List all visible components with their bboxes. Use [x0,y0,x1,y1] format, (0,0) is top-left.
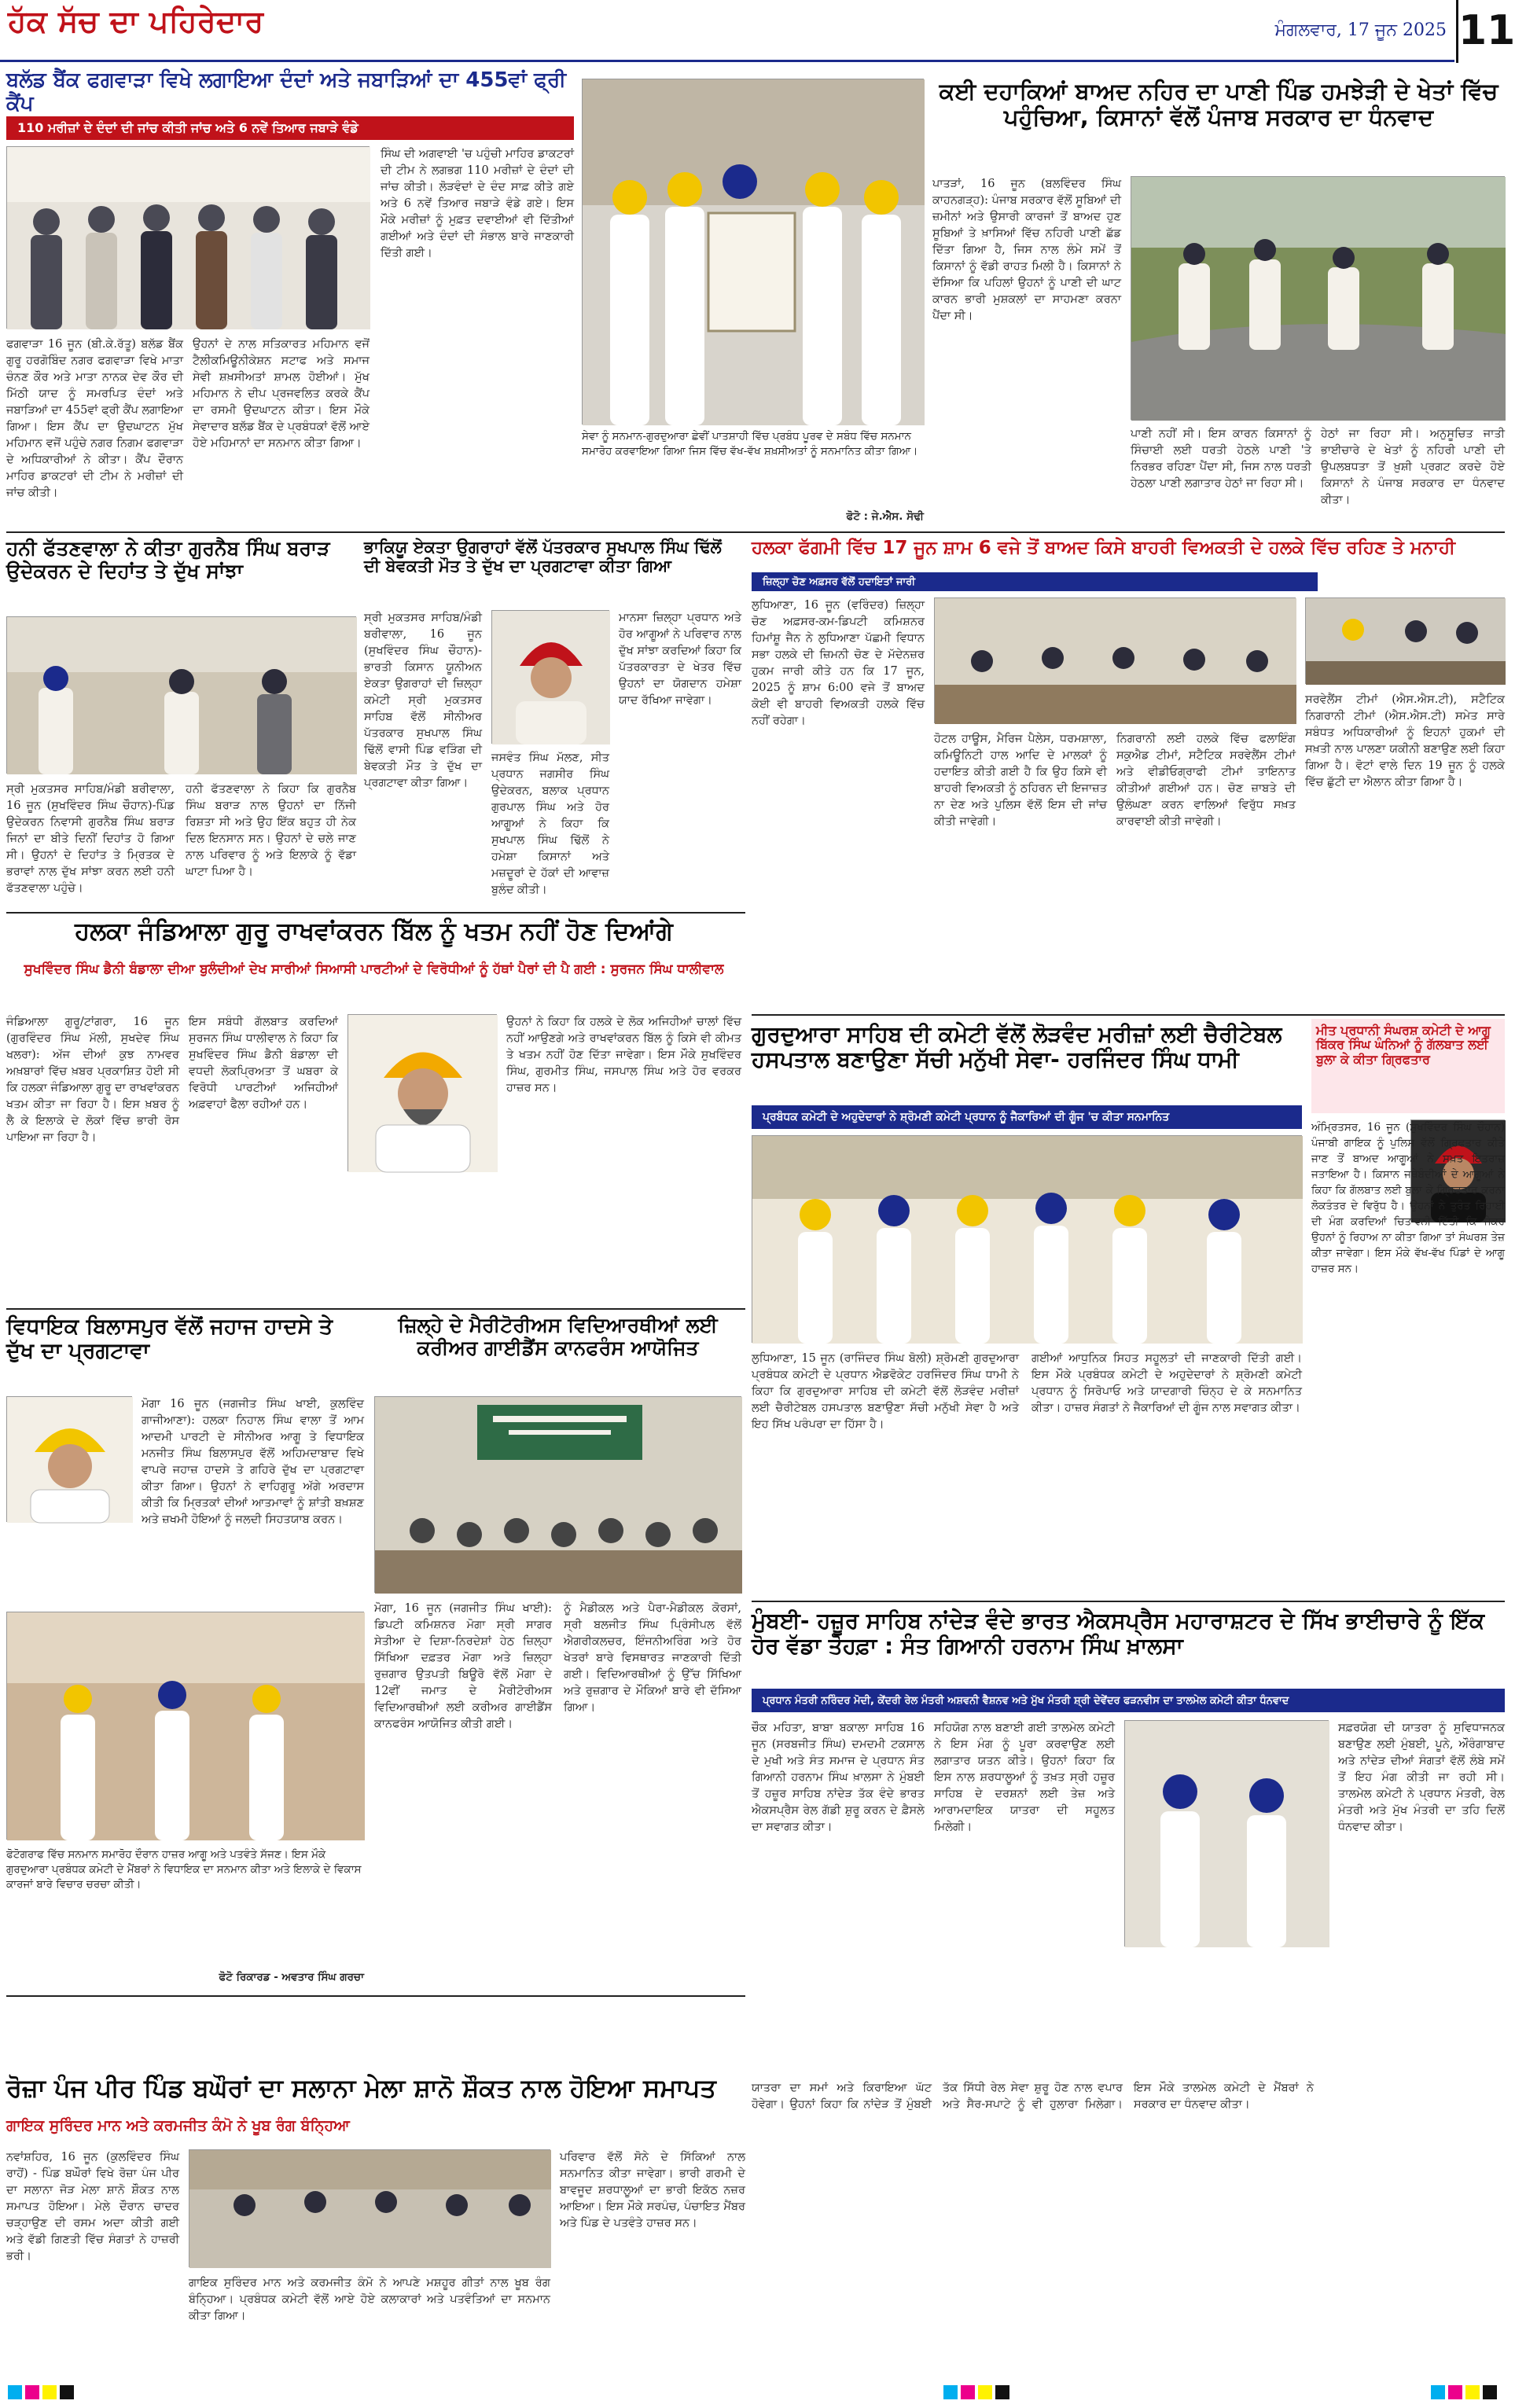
photo-bilaspur [6,1612,364,1840]
photo-caption: ਫੋਟੋਗਰਾਫ ਵਿੱਚ ਸਨਮਾਨ ਸਮਾਰੋਹ ਦੌਰਾਨ ਹਾਜ਼ਰ ਆਗੂ ਅਤੇ ਪਤਵੰਤੇ ਸੱਜਣ। ਇਸ ਮੌਕੇ ਗੁਰਦੁਆਰਾ ਪ੍ਰਬੰਧਕ ਕਮੇਟੀ ਦੇ ਮੈਂਬਰਾਂ ਨੇ ਵਿਧਾਇਕ ਦਾ ਸਨਮਾਨ ਕੀਤਾ ਅਤੇ ਇਲਾਕੇ ਦੇ ਵਿਕਾਸ ਕਾਰਜਾਂ ਬਾਰੇ ਵਿਚਾਰ ਚਰਚਾ ਕੀਤੀ। [6,1848,362,1891]
photo-mla [6,1396,132,1522]
color-registration-strip [0,2379,1509,2405]
subhead-band: ਜ਼ਿਲ੍ਹਾ ਚੋਣ ਅਫ਼ਸਰ ਵੱਲੋਂ ਹਦਾਇਤਾਂ ਜਾਰੀ [752,572,1318,591]
col-c: ਮਾਨਸਾ ਜ਼ਿਲ੍ਹਾ ਪ੍ਰਧਾਨ ਅਤੇ ਹੋਰ ਆਗੂਆਂ ਨੇ ਪਰਿਵਾਰ ਨਾਲ ਦੁੱਖ ਸਾਂਝਾ ਕਰਦਿਆਂ ਕਿਹਾ ਕਿ ਪੱਤਰਕਾਰਤਾ ਦੇ ਖੇਤਰ ਵਿੱਚ ਉਹਨਾਂ ਦਾ ਯੋਗਦਾਨ ਹਮੇਸ਼ਾ ਯਾਦ ਰੱਖਿਆ ਜਾਵੇਗਾ। [619,612,741,707]
article-reservation-bill [6,918,741,1303]
portrait [7,1397,133,1523]
headline: ਹਲਕਾ ਜੰਡਿਆਲਾ ਗੁਰੂ ਰਾਖਵਾਂਕਰਨ ਬਿੱਲ ਨੂੰ ਖਤਮ ਨਹੀਂ ਹੋਣ ਦਿਆਂਗੇ [75,917,673,946]
col-a: ਜੰਡਿਆਲਾ ਗੁਰੂ/ਟਾਂਗਰਾ, 16 ਜੂਨ (ਗੁਰਵਿੰਦਰ ਸਿੰਘ ਮੱਲੀ, ਸੁਖਦੇਵ ਸਿੰਘ ਖਲਰਾ): ਅੱਜ ਦੀਆਂ ਕੁਝ ਨਾਮਵਰ ਅਖ਼ਬਾਰਾਂ ਵਿੱਚ ਖ਼ਬਰ ਪ੍ਰਕਾਸ਼ਿਤ ਹੋਈ ਸੀ ਕਿ ਹਲਕਾ ਜੰਡਿਆਲਾ ਗੁਰੂ ਦਾ ਰਾਖਵਾਂਕਰਨ ਖਤਮ ਕੀਤਾ ਜਾ ਰਿਹਾ ਹੈ। ਇਸ ਖ਼ਬਰ ਨੂੰ ਲੈ ਕੇ ਇਲਾਕੇ ਦੇ ਲੋਕਾਂ ਵਿੱਚ ਭਾਰੀ ਰੋਸ ਪਾਇਆ ਜਾ ਰਿਹਾ ਹੈ। [6,1016,179,1144]
col-b: ਹੋਟਲ ਹਾਊਸ, ਮੈਰਿਜ ਪੈਲੇਸ, ਧਰਮਸ਼ਾਲਾ, ਕਮਿਊਨਿਟੀ ਹਾਲ ਆਦਿ ਦੇ ਮਾਲਕਾਂ ਨੂੰ ਹਦਾਇਤ ਕੀਤੀ ਗਈ ਹੈ ਕਿ ਉਹ ਕਿਸੇ ਵੀ ਬਾਹਰੀ ਵਿਅਕਤੀ ਨੂੰ ਠਹਿਰਨ ਦੀ ਇਜਾਜ਼ਤ ਨਾ ਦੇਣ ਅਤੇ ਪੁਲਿਸ ਵੱਲੋਂ ਇਸ ਦੀ ਜਾਂਚ ਕੀਤੀ ਜਾਵੇਗੀ। [934,733,1107,828]
official-photo [1306,598,1506,685]
vande-col-d: ਯਾਤਰਾ ਦਾ ਸਮਾਂ ਅਤੇ ਕਿਰਾਇਆ ਘੱਟ ਹੋਵੇਗਾ। ਉਹਨਾਂ ਕਿਹਾ ਕਿ ਨਾਂਦੇੜ ਤੋਂ ਮੁੰਬਈ ਤੱਕ ਸਿੱਧੀ ਰੇਲ ਸੇਵਾ ਸ਼ੁਰੂ ਹੋਣ ਨਾਲ ਵਪਾਰ ਅਤੇ ਸੈਰ-ਸਪਾਟੇ ਨੂੰ ਵੀ ਹੁਲਾਰਾ ਮਿਲੇਗਾ। ਇਸ ਮੌਕੇ ਤਾਲਮੇਲ ਕਮੇਟੀ ਦੇ ਮੈਂਬਰਾਂ ਨੇ ਸਰਕਾਰ ਦਾ ਧੰਨਵਾਦ ਕੀਤਾ। [752,2082,1314,2111]
photo-sant [1124,1720,1329,1947]
col-a: ਚੌਕ ਮਹਿਤਾ, ਬਾਬਾ ਬਕਾਲਾ ਸਾਹਿਬ 16 ਜੂਨ (ਸਰਬਜੀਤ ਸਿੰਘ) ਦਮਦਮੀ ਟਕਸਾਲ ਦੇ ਮੁਖੀ ਅਤੇ ਸੰਤ ਸਮਾਜ ਦੇ ਪ੍ਰਧਾਨ ਸੰਤ ਗਿਆਨੀ ਹਰਨਾਮ ਸਿੰਘ ਖ਼ਾਲਸਾ ਨੇ ਮੁੰਬਈ ਤੋਂ ਹਜ਼ੂਰ ਸਾਹਿਬ ਨਾਂਦੇੜ ਤੱਕ ਵੰਦੇ ਭਾਰਤ ਐਕਸਪ੍ਰੈਸ ਰੇਲ ਗੱਡੀ ਸ਼ੁਰੂ ਕਰਨ ਦੇ ਫ਼ੈਸਲੇ ਦਾ ਸਵਾਗਤ ਕੀਤਾ। [752,1722,925,1833]
meeting-photo [935,598,1296,724]
masthead [0,0,1515,63]
photo-conference [374,1396,741,1593]
article-journalist [364,538,741,907]
row-rule-3 [6,1308,745,1310]
subhead-band: ਪ੍ਰਬੰਧਕ ਕਮੇਟੀ ਦੇ ਅਹੁਦੇਦਾਰਾਂ ਨੇ ਸ਼੍ਰੋਮਣੀ ਕਮੇਟੀ ਪ੍ਰਧਾਨ ਨੂੰ ਜੈਕਾਰਿਆਂ ਦੀ ਗੂੰਜ 'ਚ ਕੀਤਾ ਸਨਮਾਨਿਤ [752,1105,1302,1129]
col-b: ਇਸ ਸਬੰਧੀ ਗੱਲਬਾਤ ਕਰਦਿਆਂ ਸੁਰਜਨ ਸਿੰਘ ਧਾਲੀਵਾਲ ਨੇ ਕਿਹਾ ਕਿ ਸੁਖਵਿੰਦਰ ਸਿੰਘ ਡੈਨੀ ਬੰਡਾਲਾ ਦੀ ਵਧਦੀ ਲੋਕਪ੍ਰਿਅਤਾ ਤੋਂ ਘਬਰਾ ਕੇ ਵਿਰੋਧੀ ਪਾਰਟੀਆਂ ਅਜਿਹੀਆਂ ਅਫ਼ਵਾਹਾਂ ਫੈਲਾ ਰਹੀਆਂ ਹਨ। [189,1016,338,1111]
sant-photo [1125,1721,1329,1947]
row-rule-1 [6,531,1505,533]
col-c: ਉਹਨਾਂ ਨੇ ਕਿਹਾ ਕਿ ਹਲਕੇ ਦੇ ਲੋਕ ਅਜਿਹੀਆਂ ਚਾਲਾਂ ਵਿੱਚ ਨਹੀਂ ਆਉਣਗੇ ਅਤੇ ਰਾਖਵਾਂਕਰਨ ਬਿੱਲ ਨੂੰ ਕਿਸੇ ਵੀ ਕੀਮਤ ਤੇ ਖਤਮ ਨਹੀਂ ਹੋਣ ਦਿੱਤਾ ਜਾਵੇਗਾ। ਇਸ ਮੌਕੇ ਸੁਖਵਿੰਦਰ ਸਿੰਘ, ਗੁਰਮੀਤ ਸਿੰਘ, ਜਸਪਾਲ ਸਿੰਘ ਅਤੇ ਹੋਰ ਵਰਕਰ ਹਾਜ਼ਰ ਸਨ। [506,1016,741,1094]
honour-photo [583,79,925,425]
photo-leader [347,1014,497,1171]
headline: ਭਾਕਿਯੂ ਏਕਤਾ ਉਗਰਾਹਾਂ ਵੱਲੋਂ ਪੱਤਰਕਾਰ ਸੁਖਪਾਲ ਸਿੰਘ ਢਿੱਲੋਂ ਦੀ ਬੇਵਕਤੀ ਮੌਤ ਤੇ ਦੁੱਖ ਦਾ ਪ੍ਰਗਟਾਵਾ ਕੀਤਾ ਗਿਆ [364,538,722,576]
col-a: ਲੁਧਿਆਣਾ, 15 ਜੂਨ (ਰਾਜਿੰਦਰ ਸਿੰਘ ਬੋਲੀ) ਸ਼੍ਰੋਮਣੀ ਗੁਰਦੁਆਰਾ ਪ੍ਰਬੰਧਕ ਕਮੇਟੀ ਦੇ ਪ੍ਰਧਾਨ ਐਡਵੋਕੇਟ ਹਰਜਿੰਦਰ ਸਿੰਘ ਧਾਮੀ ਨੇ ਕਿਹਾ ਕਿ ਗੁਰਦੁਆਰਾ ਸਾਹਿਬ ਦੀ ਕਮੇਟੀ ਵੱਲੋਂ ਲੋੜਵੰਦ ਮਰੀਜ਼ਾਂ ਲਈ ਚੈਰੀਟੇਬਲ ਹਸਪਤਾਲ ਬਣਾਉਣਾ ਸੱਚੀ ਮਨੁੱਖੀ ਸੇਵਾ ਹੈ ਅਤੇ ਇਹ ਸਿੱਖ ਪਰੰਪਰਾ ਦਾ ਹਿੱਸਾ ਹੈ। [752,1352,1019,1431]
paper-name: ਹੱਕ ਸੱਚ ਦਾ ਪਹਿਰੇਦਾਰ [8,4,264,39]
col-b: ਜਸਵੰਤ ਸਿੰਘ ਮੱਲਣ, ਸੀਤ ਪ੍ਰਧਾਨ ਜਗਸੀਰ ਸਿੰਘ ਉਦੇਕਰਨ, ਬਲਾਕ ਪ੍ਰਧਾਨ ਗੁਰਪਾਲ ਸਿੰਘ ਅਤੇ ਹੋਰ ਆਗੂਆਂ ਨੇ ਕਿਹਾ ਕਿ ਸੁਖਪਾਲ ਸਿੰਘ ਢਿੱਲੋਂ ਨੇ ਹਮੇਸ਼ਾ ਕਿਸਾਨਾਂ ਅਤੇ ਮਜ਼ਦੂਰਾਂ ਦੇ ਹੱਕਾਂ ਦੀ ਆਵਾਜ਼ ਬੁਲੰਦ ਕੀਤੀ। [491,752,609,896]
col-c: ਪਰਿਵਾਰ ਵੱਲੋਂ ਸੋਨੇ ਦੇ ਸਿੱਕਿਆਂ ਨਾਲ ਸਨਮਾਨਿਤ ਕੀਤਾ ਜਾਵੇਗਾ। ਭਾਰੀ ਗਰਮੀ ਦੇ ਬਾਵਜੂਦ ਸ਼ਰਧਾਲੂਆਂ ਦਾ ਭਾਰੀ ਇਕੱਠ ਨਜ਼ਰ ਆਇਆ। ਇਸ ਮੌਕੇ ਸਰਪੰਚ, ਪੰਚਾਇਤ ਮੈਂਬਰ ਅਤੇ ਪਿੰਡ ਦੇ ਪਤਵੰਤੇ ਹਾਜ਼ਰ ਸਨ। [560,2151,745,2230]
farmers-photo [1131,177,1506,421]
col-a: ਸ੍ਰੀ ਮੁਕਤਸਰ ਸਾਹਿਬ/ਮੰਡੀ ਬਰੀਵਾਲਾ, 16 ਜੂਨ (ਸੁਖਵਿੰਦਰ ਸਿੰਘ ਚੌਹਾਨ)-ਭਾਰਤੀ ਕਿਸਾਨ ਯੂਨੀਅਨ ਏਕਤਾ ਉਗਰਾਹਾਂ ਦੀ ਜ਼ਿਲ੍ਹਾ ਕਮੇਟੀ ਸ੍ਰੀ ਮੁਕਤਸਰ ਸਾਹਿਬ ਵੱਲੋਂ ਸੀਨੀਅਰ ਪੱਤਰਕਾਰ ਸੁਖਪਾਲ ਸਿੰਘ ਢਿੱਲੋਂ ਵਾਸੀ ਪਿੰਡ ਵੜਿੰਗ ਦੀ ਬੇਵਕਤੀ ਮੌਤ ਤੇ ਦੁੱਖ ਦਾ ਪ੍ਰਗਟਾਵਾ ਕੀਤਾ ਗਿਆ। [364,612,482,789]
date-line: ਮੰਗਲਵਾਰ, 17 ਜੂਨ 2025 [1274,20,1447,40]
col-a: ਸ੍ਰੀ ਮੁਕਤਸਰ ਸਾਹਿਬ/ਮੰਡੀ ਬਰੀਵਾਲਾ, 16 ਜੂਨ (ਸੁਖਵਿੰਦਰ ਸਿੰਘ ਚੌਹਾਨ)-ਪਿੰਡ ਉਦੇਕਰਨ ਨਿਵਾਸੀ ਗੁਰਨੈਬ ਸਿੰਘ ਬਰਾੜ ਜਿਨਾਂ ਦਾ ਬੀਤੇ ਦਿਨੀਂ ਦਿਹਾਂਤ ਹੋ ਗਿਆ ਸੀ। ਉਹਨਾਂ ਦੇ ਦਿਹਾਂਤ ਤੇ ਮ੍ਰਿਤਕ ਦੇ ਭਰਾਵਾਂ ਨਾਲ ਦੁੱਖ ਸਾਂਝਾ ਕਰਨ ਲਈ ਹਨੀ ਫੱਤਣਵਾਲਾ ਪਹੁੰਚੇ। [6,783,175,895]
photo-hospital [752,1135,1302,1343]
photo-credit: ਫੋਟੋ ਰਿਕਾਰਡ - ਅਵਤਾਰ ਸਿੰਘ ਗਰਚਾ [219,1971,364,1983]
portrait [492,611,610,744]
headline: ਵਿਧਾਇਕ ਬਿਲਾਸਪੁਰ ਵੱਲੋਂ ਜਹਾਜ ਹਾਦਸੇ ਤੇ ਦੁੱਖ ਦਾ ਪ੍ਰਗਟਾਵਾ [6,1314,333,1364]
subhead: ਸੁਖਵਿੰਦਰ ਸਿੰਘ ਡੈਨੀ ਬੰਡਾਲਾ ਦੀਆ ਬੁਲੰਦੀਆਂ ਦੇਖ ਸਾਰੀਆਂ ਸਿਆਸੀ ਪਾਰਟੀਆਂ ਦੇ ਵਿਰੋਧੀਆਂ ਨੂੰ ਹੱਥਾਂ ਪੈਰਾਂ ਦੀ ਪੈ ਗਈ : ਸੁਰਜਨ ਸਿੰਘ ਧਾਲੀਵਾਲ [24,961,724,977]
article-gurnaib [6,538,356,907]
col-a: ਪਾਤੜਾਂ, 16 ਜੂਨ (ਬਲਵਿੰਦਰ ਸਿੰਘ ਕਾਹਨਗੜ੍ਹ): ਪੰਜਾਬ ਸਰਕਾਰ ਵੱਲੋਂ ਸੂਬਿਆਂ ਦੀ ਜ਼ਮੀਨਾਂ ਅਤੇ ਉਸਾਰੀ ਕਾਰਜਾਂ ਤੋਂ ਬਾਅਦ ਹੁਣ ਸੂਬਿਆਂ ਤੇ ਖ਼ਾਸਿਆਂ ਵਿੱਚ ਨਹਿਰੀ ਪਾਣੀ ਛੱਡ ਦਿੱਤਾ ਗਿਆ ਹੈ, ਜਿਸ ਨਾਲ ਲੰਮੇ ਸਮੇਂ ਤੋਂ ਕਿਸਾਨਾਂ ਨੂੰ ਵੱਡੀ ਰਾਹਤ ਮਿਲੀ ਹੈ। ਕਿਸਾਨਾਂ ਨੇ ਦੱਸਿਆ ਕਿ ਪਹਿਲਾਂ ਉਹਨਾਂ ਨੂੰ ਪਾਣੀ ਦੀ ਘਾਟ ਕਾਰਨ ਭਾਰੀ ਮੁਸ਼ਕਲਾਂ ਦਾ ਸਾਹਮਣਾ ਕਰਨਾ ਪੈਂਦਾ ਸੀ। [932,178,1121,322]
col-c: ਹੇਠਾਂ ਜਾ ਰਿਹਾ ਸੀ। ਅਨੁਸੂਚਿਤ ਜਾਤੀ ਭਾਈਚਾਰੇ ਦੇ ਖੇਤਾਂ ਨੂੰ ਨਹਿਰੀ ਪਾਣੀ ਦੀ ਉਪਲਬਧਤਾ ਤੋਂ ਖ਼ੁਸ਼ੀ ਪ੍ਰਗਟ ਕਰਦੇ ਹੋਏ ਕਿਸਾਨਾਂ ਨੇ ਪੰਜਾਬ ਸਰਕਾਰ ਦਾ ਧੰਨਵਾਦ ਕੀਤਾ। [1321,428,1505,506]
col-b: ਸਹਿਯੋਗ ਨਾਲ ਬਣਾਈ ਗਈ ਤਾਲਮੇਲ ਕਮੇਟੀ ਨੇ ਇਸ ਮੰਗ ਨੂੰ ਪੂਰਾ ਕਰਵਾਉਣ ਲਈ ਲਗਾਤਾਰ ਯਤਨ ਕੀਤੇ। ਉਹਨਾਂ ਕਿਹਾ ਕਿ ਇਸ ਨਾਲ ਸ਼ਰਧਾਲੂਆਂ ਨੂੰ ਤਖ਼ਤ ਸ੍ਰੀ ਹਜ਼ੂਰ ਸਾਹਿਬ ਦੇ ਦਰਸ਼ਨਾਂ ਲਈ ਤੇਜ਼ ਅਤੇ ਆਰਾਮਦਾਇਕ ਯਾਤਰਾ ਦੀ ਸਹੂਲਤ ਮਿਲੇਗੀ। [934,1722,1115,1833]
conference-photo [375,1397,742,1594]
mela-photo [189,2150,551,2268]
col-c: ਸਿੰਘ ਦੀ ਅਗਵਾਈ 'ਚ ਪਹੁੰਚੀ ਮਾਹਿਰ ਡਾਕਟਰਾਂ ਦੀ ਟੀਮ ਨੇ ਲਗਭਗ 110 ਮਰੀਜ਼ਾਂ ਦੇ ਦੰਦਾਂ ਦੀ ਜਾਂਚ ਕੀਤੀ। ਲੋੜਵੰਦਾਂ ਦੇ ਦੰਦ ਸਾਫ਼ ਕੀਤੇ ਗਏ ਅਤੇ 6 ਨਵੇਂ ਤਿਆਰ ਜਬਾੜੇ ਵੰਡੇ ਗਏ। ਇਸ ਮੌਕੇ ਮਰੀਜ਼ਾਂ ਨੂੰ ਮੁਫ਼ਤ ਦਵਾਈਆਂ ਵੀ ਦਿੱਤੀਆਂ ਗਈਆਂ ਅਤੇ ਦੰਦਾਂ ਦੀ ਸੰਭਾਲ ਬਾਰੇ ਜਾਣਕਾਰੀ ਦਿੱਤੀ ਗਈ। [381,148,574,259]
group-photo [7,1612,365,1840]
gurdwara-group-photo [752,1136,1303,1344]
body: ਮੋਗਾ 16 ਜੂਨ (ਜਗਜੀਤ ਸਿੰਘ ਖਾਈ, ਕੁਲਵਿੰਦ ਗਾਜੀਆਣਾ): ਹਲਕਾ ਨਿਹਾਲ ਸਿੰਘ ਵਾਲਾ ਤੋਂ ਆਮ ਆਦਮੀ ਪਾਰਟੀ ਦੇ ਸੀਨੀਅਰ ਆਗੂ ਤੇ ਵਿਧਾਇਕ ਮਨਜੀਤ ਸਿੰਘ ਬਿਲਾਸਪੁਰ ਵੱਲੋਂ ਅਹਿਮਦਾਬਾਦ ਵਿਖੇ ਵਾਪਰੇ ਜਹਾਜ਼ ਹਾਦਸੇ ਤੇ ਗਹਿਰੇ ਦੁੱਖ ਦਾ ਪ੍ਰਗਟਾਵਾ ਕੀਤਾ ਗਿਆ। ਉਹਨਾਂ ਨੇ ਵਾਹਿਗੁਰੂ ਅੱਗੇ ਅਰਦਾਸ ਕੀਤੀ ਕਿ ਮ੍ਰਿਤਕਾਂ ਦੀਆਂ ਆਤਮਾਵਾਂ ਨੂੰ ਸ਼ਾਂਤੀ ਬਖ਼ਸ਼ਣ ਅਤੇ ਜ਼ਖਮੀ ਹੋਇਆਂ ਨੂੰ ਜਲਦੀ ਸਿਹਤਯਾਬ ਕਰਨ। [142,1398,364,1526]
article-blood-camp [6,69,574,527]
subhead-band: 110 ਮਰੀਜ਼ਾਂ ਦੇ ਦੰਦਾਂ ਦੀ ਜਾਂਚ ਕੀਤੀ ਜਾਂਚ ਅਤੇ 6 ਨਵੇਂ ਤਿਆਰ ਜਬਾੜੇ ਵੰਡੇ [6,116,574,140]
page-number: 11 [1456,0,1506,63]
photo-official [1305,597,1505,684]
rule [752,1601,1505,1602]
photo-canal [1131,176,1505,420]
headline: ਰੋਜ਼ਾ ਪੰਜ ਪੀਰ ਪਿੰਡ ਬਘੌਰਾਂ ਦਾ ਸਲਾਨਾ ਮੇਲਾ ਸ਼ਾਨੋ ਸ਼ੌਕਤ ਨਾਲ ਹੋਇਆ ਸਮਾਪਤ [6,2073,716,2103]
registration-marks [0,2379,1509,2405]
headline: ਮੁੰਬਈ- ਹਜ਼ੂਰ ਸਾਹਿਬ ਨਾਂਦੇੜ ਵੰਦੇ ਭਾਰਤ ਐਕਸਪ੍ਰੈਸ ਮਹਾਰਾਸ਼ਟਰ ਦੇ ਸਿੱਖ ਭਾਈਚਾਰੇ ਨੂੰ ਇੱਕ ਹੋਰ ਵੱਡਾ ਤੋਹਫ਼ਾ : ਸੰਤ ਗਿਆਨੀ ਹਰਨਾਮ ਸਿੰਘ ਖ਼ਾਲਸਾ [752,1608,1485,1660]
col-b: ਗਈਆਂ ਆਧੁਨਿਕ ਸਿਹਤ ਸਹੂਲਤਾਂ ਦੀ ਜਾਣਕਾਰੀ ਦਿੱਤੀ ਗਈ। ਇਸ ਮੌਕੇ ਪ੍ਰਬੰਧਕ ਕਮੇਟੀ ਦੇ ਅਹੁਦੇਦਾਰਾਂ ਨੇ ਸ਼੍ਰੋਮਣੀ ਕਮੇਟੀ ਪ੍ਰਧਾਨ ਨੂੰ ਸਿਰੋਪਾਓ ਅਤੇ ਯਾਦਗਾਰੀ ਚਿੰਨ੍ਹ ਦੇ ਕੇ ਸਨਮਾਨਿਤ ਕੀਤਾ। ਹਾਜ਼ਰ ਸੰਗਤਾਂ ਨੇ ਜੈਕਾਰਿਆਂ ਦੀ ਗੂੰਜ ਨਾਲ ਸਵਾਗਤ ਕੀਤਾ। [1031,1352,1302,1414]
photo-meeting [934,597,1296,723]
col-a: ਲੁਧਿਆਣਾ, 16 ਜੂਨ (ਵਰਿੰਦਰ) ਜ਼ਿਲ੍ਹਾ ਚੋਣ ਅਫ਼ਸਰ-ਕਮ-ਡਿਪਟੀ ਕਮਿਸ਼ਨਰ ਹਿਮਾਂਸ਼ੂ ਜੈਨ ਨੇ ਲੁਧਿਆਣਾ ਪੱਛਮੀ ਵਿਧਾਨ ਸਭਾ ਹਲਕੇ ਦੀ ਜ਼ਿਮਨੀ ਚੋਣ ਦੇ ਮੱਦੇਨਜ਼ਰ ਹੁਕਮ ਜਾਰੀ ਕੀਤੇ ਹਨ ਕਿ 17 ਜੂਨ, 2025 ਨੂੰ ਸ਼ਾਮ 6:00 ਵਜੇ ਤੋਂ ਬਾਅਦ ਕੋਈ ਵੀ ਬਾਹਰੀ ਵਿਅਕਤੀ ਹਲਕੇ ਵਿੱਚ ਨਹੀਂ ਰਹੇਗਾ। [752,599,925,727]
photo-journalist [491,610,609,744]
photo-condolence [6,616,356,774]
portrait [348,1015,498,1172]
body: ਅੰਮ੍ਰਿਤਸਰ, 16 ਜੂਨ (ਸੁਖਵਿੰਦਰ ਸਿੰਘ ਚੌਹਾਨ) ਪੰਜਾਬੀ ਗਾਇਕ ਨੂੰ ਪੁਲਿਸ ਵੱਲੋਂ ਗ੍ਰਿਫਤਾਰ ਕੀਤੇ ਜਾਣ ਤੋਂ ਬਾਅਦ ਆਗੂਆਂ ਨੇ ਸਖ਼ਤ ਇਤਰਾਜ਼ ਜਤਾਇਆ ਹੈ। ਕਿਸਾਨ ਜਥੇਬੰਦੀਆਂ ਦੇ ਆਗੂਆਂ ਨੇ ਕਿਹਾ ਕਿ ਗੱਲਬਾਤ ਲਈ ਬੁਲਾ ਕੇ ਗ੍ਰਿਫਤਾਰ ਕਰਨਾ ਲੋਕਤੰਤਰ ਦੇ ਵਿਰੁੱਧ ਹੈ। ਉਹਨਾਂ ਨੇ ਤੁਰੰਤ ਰਿਹਾਈ ਦੀ ਮੰਗ ਕਰਦਿਆਂ ਚਿਤਾਵਨੀ ਦਿੱਤੀ ਕਿ ਜੇਕਰ ਉਹਨਾਂ ਨੂੰ ਰਿਹਾਅ ਨਾ ਕੀਤਾ ਗਿਆ ਤਾਂ ਸੰਘਰਸ਼ ਤੇਜ਼ ਕੀਤਾ ਜਾਵੇਗਾ। ਇਸ ਮੌਕੇ ਵੱਖ-ਵੱਖ ਪਿੰਡਾਂ ਦੇ ਆਗੂ ਹਾਜ਼ਰ ਸਨ। [1311,1121,1505,1275]
subhead: ਗਾਇਕ ਸੁਰਿੰਦਰ ਮਾਨ ਅਤੇ ਕਰਮਜੀਤ ਕੰਮੋ ਨੇ ਖੂਬ ਰੰਗ ਬੰਨ੍ਹਿਆ [6,2117,350,2134]
col-a: ਫਗਵਾੜਾ 16 ਜੂਨ (ਬੀ.ਕੇ.ਰੱਤੂ) ਬਲੱਡ ਬੈਂਕ ਗੁਰੂ ਹਰਗੋਬਿੰਦ ਨਗਰ ਫਗਵਾੜਾ ਵਿਖੇ ਮਾਤਾ ਚੰਨਣ ਕੌਰ ਅਤੇ ਮਾਤਾ ਨਾਨਕ ਦੇਵ ਕੌਰ ਦੀ ਮਿੱਠੀ ਯਾਦ ਨੂੰ ਸਮਰਪਿਤ ਦੰਦਾਂ ਅਤੇ ਜਬਾੜਿਆਂ ਦਾ 455ਵਾਂ ਫ੍ਰੀ ਕੈਂਪ ਲਗਾਇਆ ਗਿਆ। ਇਸ ਕੈਂਪ ਦਾ ਉਦਘਾਟਨ ਮੁੱਖ ਮਹਿਮਾਨ ਵਜੋਂ ਪਹੁੰਚੇ ਨਗਰ ਨਿਗਮ ਫਗਵਾੜਾ ਦੇ ਅਧਿਕਾਰੀਆਂ ਨੇ ਕੀਤਾ। ਕੈਂਪ ਦੌਰਾਨ ਮਾਹਿਰ ਡਾਕਟਰਾਂ ਦੀ ਟੀਮ ਨੇ ਮਰੀਜ਼ਾਂ ਦੀ ਜਾਂਚ ਕੀਤੀ। [6,338,183,499]
article-jahaaz [6,1314,364,1605]
photo-caption: ਸੇਵਾ ਨੂੰ ਸਨਮਾਨ-ਗੁਰਦੁਆਰਾ ਛੇਵੀਂ ਪਾਤਸ਼ਾਹੀ ਵਿੱਚ ਪ੍ਰਬੰਧ ਪੂਰਵ ਦੇ ਸਬੰਧ ਵਿੱਚ ਸਨਮਾਨ ਸਮਾਰੋਹ ਕਰਵਾਇਆ ਗਿਆ ਜਿਸ ਵਿੱਚ ਵੱਖ-ਵੱਖ ਸ਼ਖ਼ਸੀਅਤਾਂ ਨੂੰ ਸਨਮਾਨਿਤ ਕੀਤਾ ਗਿਆ। [582,430,918,458]
col-b: ਨੂੰ ਮੈਡੀਕਲ ਅਤੇ ਪੈਰਾ-ਮੈਡੀਕਲ ਕੋਰਸਾਂ, ਸ੍ਰੀ ਬਲਜੀਤ ਸਿੰਘ ਪ੍ਰਿੰਸੀਪਲ ਵੱਲੋਂ ਐਗਰੀਕਲਚਰ, ਇੰਜਨੀਅਰਿੰਗ ਅਤੇ ਹੋਰ ਖੇਤਰਾਂ ਬਾਰੇ ਵਿਸਥਾਰਤ ਜਾਣਕਾਰੀ ਦਿੱਤੀ ਗਈ। ਵਿਦਿਆਰਥੀਆਂ ਨੂੰ ਉੱਚ ਸਿੱਖਿਆ ਅਤੇ ਰੁਜ਼ਗਾਰ ਦੇ ਮੌਕਿਆਂ ਬਾਰੇ ਵੀ ਦੱਸਿਆ ਗਿਆ। [564,1602,741,1714]
article-canal-water [932,79,1505,527]
col-c: ਨਿਗਰਾਨੀ ਲਈ ਹਲਕੇ ਵਿੱਚ ਫਲਾਇੰਗ ਸਕੁਐਡ ਟੀਮਾਂ, ਸਟੈਟਿਕ ਸਰਵੇਲੈਂਸ ਟੀਮਾਂ ਅਤੇ ਵੀਡੀਓਗ੍ਰਾਫੀ ਟੀਮਾਂ ਤਾਇਨਾਤ ਕੀਤੀਆਂ ਗਈਆਂ ਹਨ। ਚੋਣ ਜ਼ਾਬਤੇ ਦੀ ਉਲੰਘਣਾ ਕਰਨ ਵਾਲਿਆਂ ਵਿਰੁੱਧ ਸਖ਼ਤ ਕਾਰਵਾਈ ਕੀਤੀ ਜਾਵੇਗੀ। [1116,733,1296,828]
masthead-rule [0,60,1454,62]
col-c: ਸਫ਼ਰਯੋਗ ਦੀ ਯਾਤਰਾ ਨੂੰ ਸੁਵਿਧਾਜਨਕ ਬਣਾਉਣ ਲਈ ਮੁੰਬਈ, ਪੂਨੇ, ਔਰੰਗਾਬਾਦ ਅਤੇ ਨਾਂਦੇੜ ਦੀਆਂ ਸੰਗਤਾਂ ਵੱਲੋਂ ਲੰਬੇ ਸਮੇਂ ਤੋਂ ਇਹ ਮੰਗ ਕੀਤੀ ਜਾ ਰਹੀ ਸੀ। ਤਾਲਮੇਲ ਕਮੇਟੀ ਨੇ ਪ੍ਰਧਾਨ ਮੰਤਰੀ, ਰੇਲ ਮੰਤਰੀ ਅਤੇ ਮੁੱਖ ਮੰਤਰੀ ਦਾ ਤਹਿ ਦਿਲੋਂ ਧੰਨਵਾਦ ਕੀਤਾ। [1338,1722,1505,1833]
photo-credit: ਫੋਟੋ : ਜੇ.ਐਸ. ਸੋਢੀ [846,510,924,523]
headline: ਗੁਰਦੁਆਰਾ ਸਾਹਿਬ ਦੀ ਕਮੇਟੀ ਵੱਲੋਂ ਲੋੜਵੰਦ ਮਰੀਜ਼ਾਂ ਲਈ ਚੈਰੀਟੇਬਲ ਹਸਪਤਾਲ ਬਣਾਉਣਾ ਸੱਚੀ ਮਨੁੱਖੀ ਸੇਵਾ- ਹਰਜਿੰਦਰ ਸਿੰਘ ਧਾਮੀ [752,1021,1282,1073]
headline: ਮੀਤ ਪ੍ਰਧਾਨੀ ਸੰਘਰਸ਼ ਕਮੇਟੀ ਦੇ ਆਗੂ ਬਿੱਕਰ ਸਿੰਘ ਘੰਨਿਆਂ ਨੂੰ ਗੱਲਬਾਤ ਲਈ ਬੁਲਾ ਕੇ ਕੀਤਾ ਗ੍ਰਿਫਤਾਰ [1316,1023,1491,1067]
row-rule-4 [6,1995,745,1997]
article-singer-arrest [1311,1019,1505,1596]
rule [752,1014,1505,1016]
col-b: ਗਾਇਕ ਸੁਰਿੰਦਰ ਮਾਨ ਅਤੇ ਕਰਮਜੀਤ ਕੰਮੋ ਨੇ ਆਪਣੇ ਮਸ਼ਹੂਰ ਗੀਤਾਂ ਨਾਲ ਖੂਬ ਰੰਗ ਬੰਨ੍ਹਿਆ। ਪ੍ਰਬੰਧਕ ਕਮੇਟੀ ਵੱਲੋਂ ਆਏ ਹੋਏ ਕਲਾਕਾਰਾਂ ਅਤੇ ਪਤਵੰਤਿਆਂ ਦਾ ਸਨਮਾਨ ਕੀਤਾ ਗਿਆ। [189,2277,550,2322]
photo-blood-camp [6,146,370,329]
col-b: ਉਹਨਾਂ ਦੇ ਨਾਲ ਸਤਿਕਾਰਤ ਮਹਿਮਾਨ ਵਜੋਂ ਟੈਲੀਕਮਿਊਨੀਕੇਸ਼ਨ ਸਟਾਫ ਅਤੇ ਸਮਾਜ ਸੇਵੀ ਸ਼ਖ਼ਸੀਅਤਾਂ ਸ਼ਾਮਲ ਹੋਈਆਂ। ਮੁੱਖ ਮਹਿਮਾਨ ਨੇ ਦੀਪ ਪ੍ਰਜਵਲਿਤ ਕਰਕੇ ਕੈਂਪ ਦਾ ਰਸਮੀ ਉਦਘਾਟਨ ਕੀਤਾ। ਇਸ ਮੌਕੇ ਸੇਵਾਦਾਰ ਬਲੱਡ ਬੈਂਕ ਦੇ ਪ੍ਰਬੰਧਕਾਂ ਵੱਲੋਂ ਆਏ ਹੋਏ ਮਹਿਮਾਨਾਂ ਦਾ ਸਨਮਾਨ ਕੀਤਾ ਗਿਆ। [193,338,370,450]
col-d: ਸਰਵੇਲੈਂਸ ਟੀਮਾਂ (ਐਸ.ਐਸ.ਟੀ), ਸਟੈਟਿਕ ਨਿਗਰਾਨੀ ਟੀਮਾਂ (ਐਸ.ਐਸ.ਟੀ) ਸਮੇਤ ਸਾਰੇ ਸਬੰਧਤ ਅਧਿਕਾਰੀਆਂ ਨੂੰ ਇਹਨਾਂ ਹੁਕਮਾਂ ਦੀ ਸਖ਼ਤੀ ਨਾਲ ਪਾਲਣਾ ਯਕੀਨੀ ਬਣਾਉਣ ਲਈ ਕਿਹਾ ਗਿਆ ਹੈ। ਵੋਟਾਂ ਵਾਲੇ ਦਿਨ 19 ਜੂਨ ਨੂੰ ਹਲਕੇ ਵਿੱਚ ਛੁੱਟੀ ਦਾ ਐਲਾਨ ਕੀਤਾ ਗਿਆ ਹੈ। [1305,693,1505,789]
col-a: ਨਵਾਂਸ਼ਹਿਰ, 16 ਜੂਨ (ਕੁਲਵਿੰਦਰ ਸਿੰਘ ਰਾਹੋਂ) - ਪਿੰਡ ਬਘੌਰਾਂ ਵਿਖੇ ਰੋਜ਼ਾ ਪੰਜ ਪੀਰ ਦਾ ਸਲਾਨਾ ਜੋੜ ਮੇਲਾ ਸ਼ਾਨੋ ਸ਼ੌਕਤ ਨਾਲ ਸਮਾਪਤ ਹੋਇਆ। ਮੇਲੇ ਦੌਰਾਨ ਚਾਦਰ ਚੜ੍ਹਾਉਣ ਦੀ ਰਸਮ ਅਦਾ ਕੀਤੀ ਗਈ ਅਤੇ ਵੱਡੀ ਗਿਣਤੀ ਵਿੱਚ ਸੰਗਤਾਂ ਨੇ ਹਾਜ਼ਰੀ ਭਰੀ। [6,2151,179,2263]
headline: ਹਲਕਾ ਫੱਗਮੀ ਵਿੱਚ 17 ਜੂਨ ਸ਼ਾਮ 6 ਵਜੇ ਤੋਂ ਬਾਅਦ ਕਿਸੇ ਬਾਹਰੀ ਵਿਅਕਤੀ ਦੇ ਹਲਕੇ ਵਿੱਚ ਰਹਿਣ ਤੇ ਮਨਾਹੀ [752,538,1456,558]
photo-mela [189,2149,550,2267]
article-career [374,1314,741,1991]
col-a: ਮੋਗਾ, 16 ਜੂਨ (ਜਗਜੀਤ ਸਿੰਘ ਖਾਈ): ਡਿਪਟੀ ਕਮਿਸ਼ਨਰ ਮੋਗਾ ਸ੍ਰੀ ਸਾਗਰ ਸੇਤੀਆ ਦੇ ਦਿਸ਼ਾ-ਨਿਰਦੇਸ਼ਾਂ ਹੇਠ ਜ਼ਿਲ੍ਹਾ ਸਿੱਖਿਆ ਦਫ਼ਤਰ ਮੋਗਾ ਅਤੇ ਜ਼ਿਲ੍ਹਾ ਰੁਜ਼ਗਾਰ ਉਤਪਤੀ ਬਿਊਰੋ ਵੱਲੋਂ ਮੋਗਾ ਦੇ 12ਵੀਂ ਜਮਾਤ ਦੇ ਮੈਰੀਟੋਰੀਅਸ ਵਿਦਿਆਰਥੀਆਂ ਲਈ ਕਰੀਅਰ ਗਾਈਡੈਂਸ ਕਾਨਫਰੰਸ ਆਯੋਜਿਤ ਕੀਤੀ ਗਈ। [374,1602,552,1730]
headline: ਬਲੱਡ ਬੈਂਕ ਫਗਵਾੜਾ ਵਿਖੇ ਲਗਾਇਆ ਦੰਦਾਂ ਅਤੇ ਜਬਾੜਿਆਂ ਦਾ 455ਵਾਂ ਫ੍ਰੀ ਕੈਂਪ [6,68,567,116]
col-b: ਪਾਣੀ ਨਹੀਂ ਸੀ। ਇਸ ਕਾਰਨ ਕਿਸਾਨਾਂ ਨੂੰ ਸਿੰਚਾਈ ਲਈ ਧਰਤੀ ਹੇਠਲੇ ਪਾਣੀ 'ਤੇ ਨਿਰਭਰ ਰਹਿਣਾ ਪੈਂਦਾ ਸੀ, ਜਿਸ ਨਾਲ ਧਰਤੀ ਹੇਠਲਾ ਪਾਣੀ ਲਗਾਤਾਰ ਹੇਠਾਂ ਜਾ ਰਿਹਾ ਸੀ। [1131,428,1311,490]
headline: ਕਈ ਦਹਾਕਿਆਂ ਬਾਅਦ ਨਹਿਰ ਦਾ ਪਾਣੀ ਪਿੰਡ ਹਮਝੇੜੀ ਦੇ ਖੇਤਾਂ ਵਿੱਚ ਪਹੁੰਚਿਆ, ਕਿਸਾਨਾਂ ਵੱਲੋਂ ਪੰਜਾਬ ਸਰਕਾਰ ਦਾ ਧੰਨਵਾਦ [939,78,1498,131]
article-bilaspur-photo [6,1612,364,1991]
col-b: ਹਨੀ ਫੱਤਣਵਾਲਾ ਨੇ ਕਿਹਾ ਕਿ ਗੁਰਨੈਬ ਸਿੰਘ ਬਰਾੜ ਨਾਲ ਉਹਨਾਂ ਦਾ ਨਿੱਜੀ ਰਿਸ਼ਤਾ ਸੀ ਅਤੇ ਉਹ ਇੱਕ ਬਹੁਤ ਹੀ ਨੇਕ ਦਿਲ ਇਨਸਾਨ ਸਨ। ਉਹਨਾਂ ਦੇ ਚਲੇ ਜਾਣ ਨਾਲ ਪਰਿਵਾਰ ਨੂੰ ਅਤੇ ਇਲਾਕੇ ਨੂੰ ਵੱਡਾ ਘਾਟਾ ਪਿਆ ਹੈ। [186,783,356,878]
condolence-photo [7,617,357,774]
headline-box [1311,1019,1505,1113]
article-ghubaya [582,79,924,527]
article-no-outsiders [752,538,1505,1009]
headline: ਹਨੀ ਫੱਤਣਵਾਲਾ ਨੇ ਕੀਤਾ ਗੁਰਨੈਬ ਸਿੰਘ ਬਰਾੜ ਉਦੇਕਰਨ ਦੇ ਦਿਹਾਂਤ ਤੇ ਦੁੱਖ ਸਾਂਝਾ [6,537,330,583]
photo-gurdwara-honour [582,79,924,425]
row-rule-2 [6,912,745,914]
headline: ਜ਼ਿਲ੍ਹੇ ਦੇ ਮੈਰੀਟੋਰੀਅਸ ਵਿਦਿਆਰਥੀਆਂ ਲਈ ਕਰੀਅਰ ਗਾਈਡੈਂਸ ਕਾਨਫਰੰਸ ਆਯੋਜਿਤ [398,1314,718,1359]
subhead-band: ਪ੍ਰਧਾਨ ਮੰਤਰੀ ਨਰਿੰਦਰ ਮੋਦੀ, ਕੇਂਦਰੀ ਰੇਲ ਮੰਤਰੀ ਅਸ਼ਵਨੀ ਵੈਸ਼ਨਵ ਅਤੇ ਮੁੱਖ ਮੰਤਰੀ ਸ਼੍ਰੀ ਦੇਵੇਂਦਰ ਫੜਨਵੀਸ ਦਾ ਤਾਲਮੇਲ ਕਮੇਟੀ ਕੀਤਾ ਧੰਨਵਾਦ [752,1689,1505,1712]
group-photo [7,147,370,329]
